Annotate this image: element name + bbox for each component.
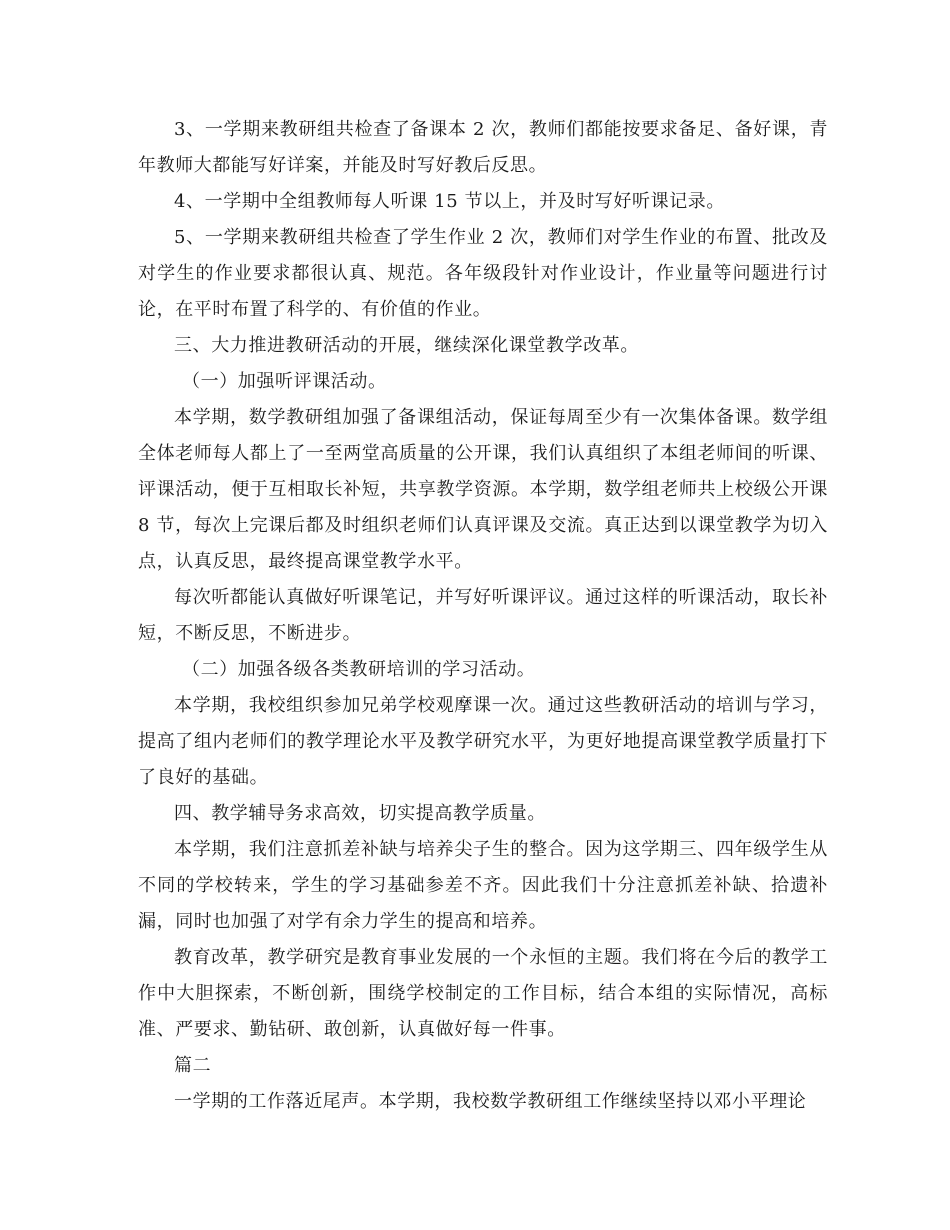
paragraph-part-two-intro: 一学期的工作落近尾声。本学期，我校数学教研组工作继续坚持以邓小平理论 [174,1091,807,1112]
paragraph-group-activities: 本学期，数学教研组加强了备课组活动，保证每周至少有一次集体备课。数学组全体老师每人都上了一至两堂高质量的公开课，我们认真组织了本组老师间的听课、评课活动，便于互相取长补短，共享教学资源。本学期，数学组老师共上校级公开课 8 节，每次上完课后都及时组织老师们认真评课及交流。真正达到以课堂教学为切入点，认真反思，最终提高课堂教学水平。 [138,407,828,572]
subsection-heading-1: （一）加强听评课活动。 [182,371,387,392]
document-body [138,112,828,1120]
part-heading: 篇二 [174,1055,212,1076]
paragraph-training: 本学期，我校组织参加兄弟学校观摩课一次。通过这些教研活动的培训与学习，提高了组内老师们的教学理论水平及教学研究水平，为更好地提高课堂教学质量打下了良好的基础。 [138,695,828,788]
paragraph-tutoring: 本学期，我们注意抓差补缺与培养尖子生的整合。因为这学期三、四年级学生从不同的学校转来，学生的学习基础参差不齐。因此我们十分注意抓差补缺、拾遗补漏，同时也加强了对学有余力学生的提高和培养。 [138,839,828,932]
paragraph-lesson-observation: 4、一学期中全组教师每人听课 15 节以上，并及时写好听课记录。 [174,191,725,212]
section-heading-4: 四、教学辅导务求高效，切实提高教学质量。 [174,803,546,824]
paragraph-observation-notes: 每次听都能认真做好听课笔记，并写好听课评议。通过这样的听课活动，取长补短，不断反思，不断进步。 [138,587,828,644]
paragraph-conclusion: 教育改革，教学研究是教育事业发展的一个永恒的主题。我们将在今后的教学工作中大胆探索，不断创新，围绕学校制定的工作目标，结合本组的实际情况，高标准、严要求、勤钻研、敢创新，认真做好每一件事。 [138,947,828,1040]
paragraph-homework-check: 5、一学期来教研组共检查了学生作业 2 次，教师们对学生作业的布置、批改及对学生的作业要求都很认真、规范。各年级段针对作业设计，作业量等问题进行讨论，在平时布置了科学的、有价值的作业。 [138,227,828,320]
section-heading-3: 三、大力推进教研活动的开展，继续深化课堂教学改革。 [174,335,639,356]
paragraph-lesson-plan-check: 3、一学期来教研组共检查了备课本 2 次，教师们都能按要求备足、备好课，青年教师大都能写好详案，并能及时写好教后反思。 [138,119,828,176]
subsection-heading-2: （二）加强各级各类教研培训的学习活动。 [182,659,536,680]
